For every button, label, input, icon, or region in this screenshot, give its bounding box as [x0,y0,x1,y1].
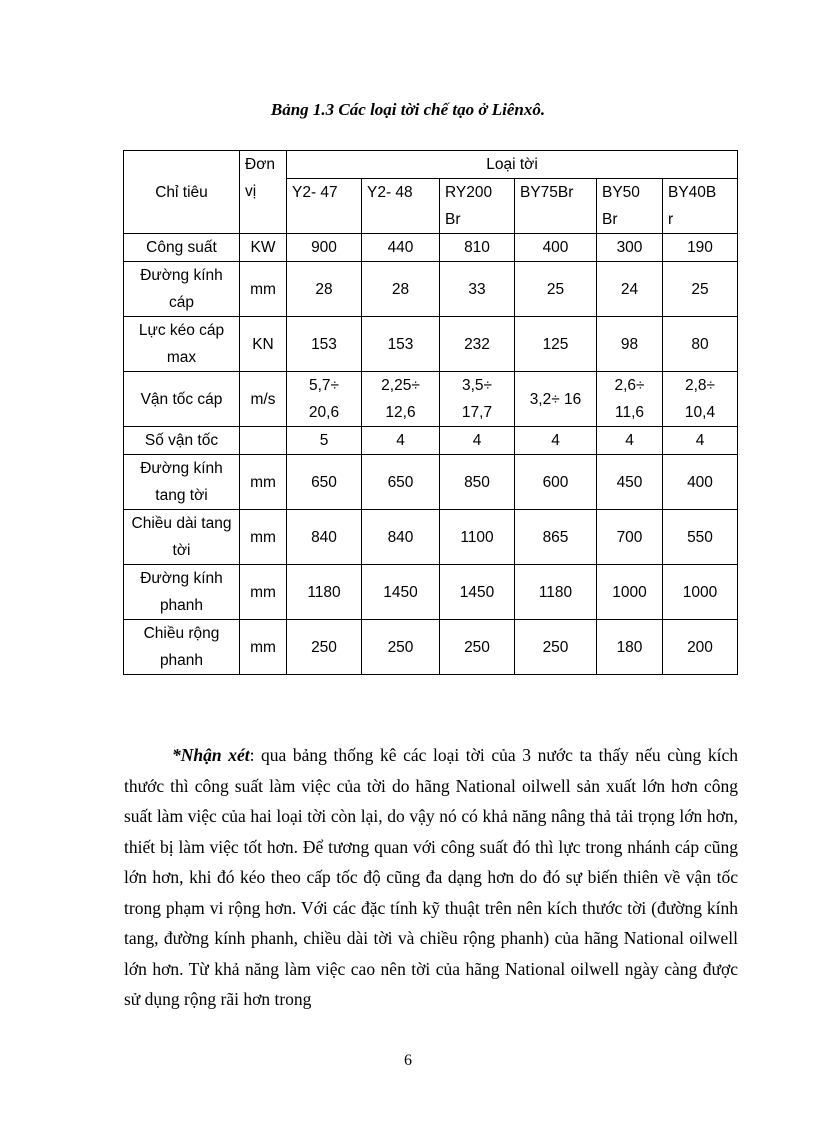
table-cell [440,427,515,455]
table-cell-line: 4 [695,432,705,449]
row-unit: mm [240,620,287,675]
table-cell [515,565,597,620]
table-cell-line: 400 [542,239,569,256]
table-cell [515,317,597,372]
table-cell-line: 840 [387,528,414,546]
table-cell [597,234,663,262]
table-cell [597,565,663,620]
row-label-line: tang tời [155,487,208,504]
row-label-line: Đường kính [140,570,223,587]
table-row [124,234,738,262]
table-cell [287,317,362,372]
row-label-line: max [166,349,197,366]
table-cell-line: 80 [691,335,709,353]
table-cell-line: 650 [311,473,337,491]
table-cell [663,372,738,427]
table-cell-line: 840 [311,528,337,546]
table-cell [515,510,597,565]
row-label [124,510,240,565]
table-cell-line: 20,6 [308,404,340,421]
table-cell-line: 2,8÷ [684,377,716,394]
table-cell-line: 11,6 [614,404,645,421]
table-cell [597,510,663,565]
table-cell [287,427,362,455]
table-cell [362,427,440,455]
table-cell-line: 2,25÷ [381,377,420,394]
table-cell [362,455,440,510]
table-cell [515,455,597,510]
table-cell-line: 900 [311,239,337,256]
row-label-line: Vận tốc cáp [140,390,223,408]
table-cell [663,317,738,372]
table-cell-line: 232 [464,335,490,353]
row-unit [240,427,287,455]
table-cell [663,455,738,510]
table-cell-line: 650 [387,473,414,491]
header-model-line: RY200 [445,184,493,201]
table-cell [440,565,515,620]
table-cell-line: 250 [387,638,414,656]
table-cell-line: 1100 [460,528,494,546]
table-cell-line: 180 [616,638,643,656]
table-cell-line: 10,4 [684,404,716,421]
table-cell [663,620,738,675]
row-label [124,427,240,455]
table-cell-line: 25 [691,280,709,298]
table-cell-line: 4 [551,432,560,449]
row-label-line: cáp [169,294,194,311]
header-model [362,179,440,234]
table-cell-line: 153 [387,335,414,353]
table-cell-line: 700 [616,528,643,546]
header-model-line: BY75Br [520,184,574,201]
header-model [515,179,597,234]
table-cell-line: 125 [542,335,569,353]
table-cell-line: 4 [625,432,634,449]
header-model-line: Y2- 47 [292,184,338,201]
table-cell [597,317,663,372]
table-cell [515,620,597,675]
table-cell-line: 250 [542,638,569,656]
table-cell [663,262,738,317]
row-unit: mm [240,510,287,565]
row-label [124,565,240,620]
table-row [124,427,738,455]
table-cell [287,620,362,675]
table-cell [597,620,663,675]
table-cell [440,510,515,565]
table-cell [597,455,663,510]
winch-spec-table [123,150,738,675]
row-unit: m/s [240,372,287,427]
table-cell-line: 4 [396,432,405,449]
table-cell-line: 865 [542,528,569,546]
table-cell-line: 440 [387,239,414,256]
row-label-line: Chiều rộng [143,625,220,642]
table-caption: Bảng 1.3 Các loại tời chế tạo ở Liênxô. [270,100,546,119]
header-model-line: BY40B [668,184,717,201]
table-cell [440,262,515,317]
table-cell-line: 3,2÷ 16 [529,390,582,408]
table-cell [287,234,362,262]
table-cell-line: 153 [311,335,337,353]
table-cell [362,620,440,675]
table-cell-line: 2,6÷ [614,377,645,394]
table-row [124,317,738,372]
table-cell [597,427,663,455]
row-unit: mm [240,262,287,317]
row-label-line: phanh [159,597,204,614]
table-cell-line: 98 [620,335,639,353]
table-cell-line: 600 [542,473,569,491]
table-cell-line: 1000 [612,583,647,601]
row-label [124,234,240,262]
remark-body: : qua bảng thống kê các loại tời của 3 nước ta thấy nếu cùng kích thước thì công suất làm việc của tời do hãng National oilwell sản xuất lớn hơn công suất làm việc của hai loại tời còn lại, do vậy nó có khả năng nâng thả tải trọng lớn hơn, thiết bị làm việc tốt hơn. Để tương quan với công suất đó thì lực trong nhánh cáp cũng lớn hơn, khi đó kéo theo cấp tốc độ cũng đa dạng hơn do đó sự biến thiên về vận tốc trong phạm vi rộng hơn. Với các đặc tính kỹ thuật trên nên kích thước tời (đường kính tang, đường kính phanh, chiều dài tời và chiều rộng phanh) của hãng National oilwell lớn hơn. Từ khả năng làm việc cao nên tời của hãng National oilwell ngày càng được sử dụng rộng rãi hơn trong [124,745,738,1009]
table-row [124,372,738,427]
row-label [124,455,240,510]
table-cell-line: 12,6 [385,404,416,421]
header-unit [240,151,287,234]
table-cell-line: 850 [464,473,490,491]
table-cell-line: 4 [472,432,482,449]
table-row [124,510,738,565]
row-label [124,372,240,427]
table-cell-line: 24 [620,280,639,298]
table-cell-line: 1000 [682,583,718,601]
header-winch-types: Loại tời [287,151,738,179]
row-label-line: Đường kính [140,267,223,284]
row-label [124,262,240,317]
table-cell-line: 1450 [459,583,495,601]
table-cell-line: 17,7 [461,404,493,421]
row-label-line: Công suất [146,239,217,256]
row-unit: mm [240,455,287,510]
table-cell-line: 190 [687,239,713,256]
table-cell [362,565,440,620]
table-cell [287,510,362,565]
header-unit-line: vị [245,183,257,200]
table-cell-line: 550 [687,528,713,546]
header-model [287,179,362,234]
row-label-line: Chiều dài tang [131,515,232,532]
table-cell-line: 200 [687,638,713,656]
row-unit: mm [240,565,287,620]
table-cell [362,372,440,427]
table-cell [440,234,515,262]
row-unit: KW [240,234,287,262]
table-cell [362,510,440,565]
table-cell [515,372,597,427]
header-model-line: Br [602,211,618,228]
table-cell-line: 250 [311,638,337,656]
row-label-line: Đường kính [140,460,223,477]
row-label-line: tời [172,542,191,559]
table-row [124,565,738,620]
table-cell [597,262,663,317]
header-criteria: Chỉ tiêu [124,151,240,234]
header-model [440,179,515,234]
table-row [124,455,738,510]
table-cell-line: 28 [391,280,410,298]
table-cell-line: 33 [468,280,486,298]
header-model-line: Y2- 48 [367,184,413,201]
table-cell [440,317,515,372]
table-cell-line: 5 [319,432,329,449]
table-cell [287,262,362,317]
table-cell-line: 1180 [307,583,341,601]
table-cell [663,427,738,455]
table-cell [287,372,362,427]
table-cell [287,455,362,510]
header-model-line: BY50 [602,184,640,201]
table-cell [440,372,515,427]
table-cell-line: 810 [464,239,490,256]
remark-lead: *Nhận xét [172,745,250,765]
table-cell [440,455,515,510]
table-cell-line: 250 [464,638,490,656]
remark-paragraph [124,740,738,1015]
header-model-line: r [668,211,674,228]
table-cell [515,262,597,317]
table-cell [597,372,663,427]
row-label-line: Số vận tốc [144,432,219,449]
table-cell [362,234,440,262]
row-unit: KN [240,317,287,372]
table-cell-line: 3,5÷ [461,377,493,394]
row-label [124,317,240,372]
table-cell [515,234,597,262]
table-cell-line: 400 [687,473,713,491]
table-cell-line: 28 [315,280,333,298]
header-model [663,179,738,234]
row-label-line: Lực kéo cáp [138,322,225,339]
table-cell [663,565,738,620]
header-unit-line: Đơn [245,156,275,173]
table-cell-line: 1180 [538,583,573,601]
table-cell [362,317,440,372]
table-cell-line: 25 [546,280,565,298]
table-cell-line: 450 [616,473,643,491]
header-model [597,179,663,234]
table-header-row [124,151,738,179]
header-model-line: Br [445,211,461,228]
row-label-line: phanh [159,652,204,669]
table-cell [663,510,738,565]
table-cell-line: 1450 [383,583,418,601]
row-label [124,620,240,675]
table-cell [515,427,597,455]
table-cell-line: 5,7÷ [308,377,340,394]
page-number: 6 [404,1052,412,1069]
table-cell-line: 300 [616,239,643,256]
table-row [124,262,738,317]
table-row [124,620,738,675]
table-cell [663,234,738,262]
table-cell [362,262,440,317]
table-cell [440,620,515,675]
table-cell [287,565,362,620]
